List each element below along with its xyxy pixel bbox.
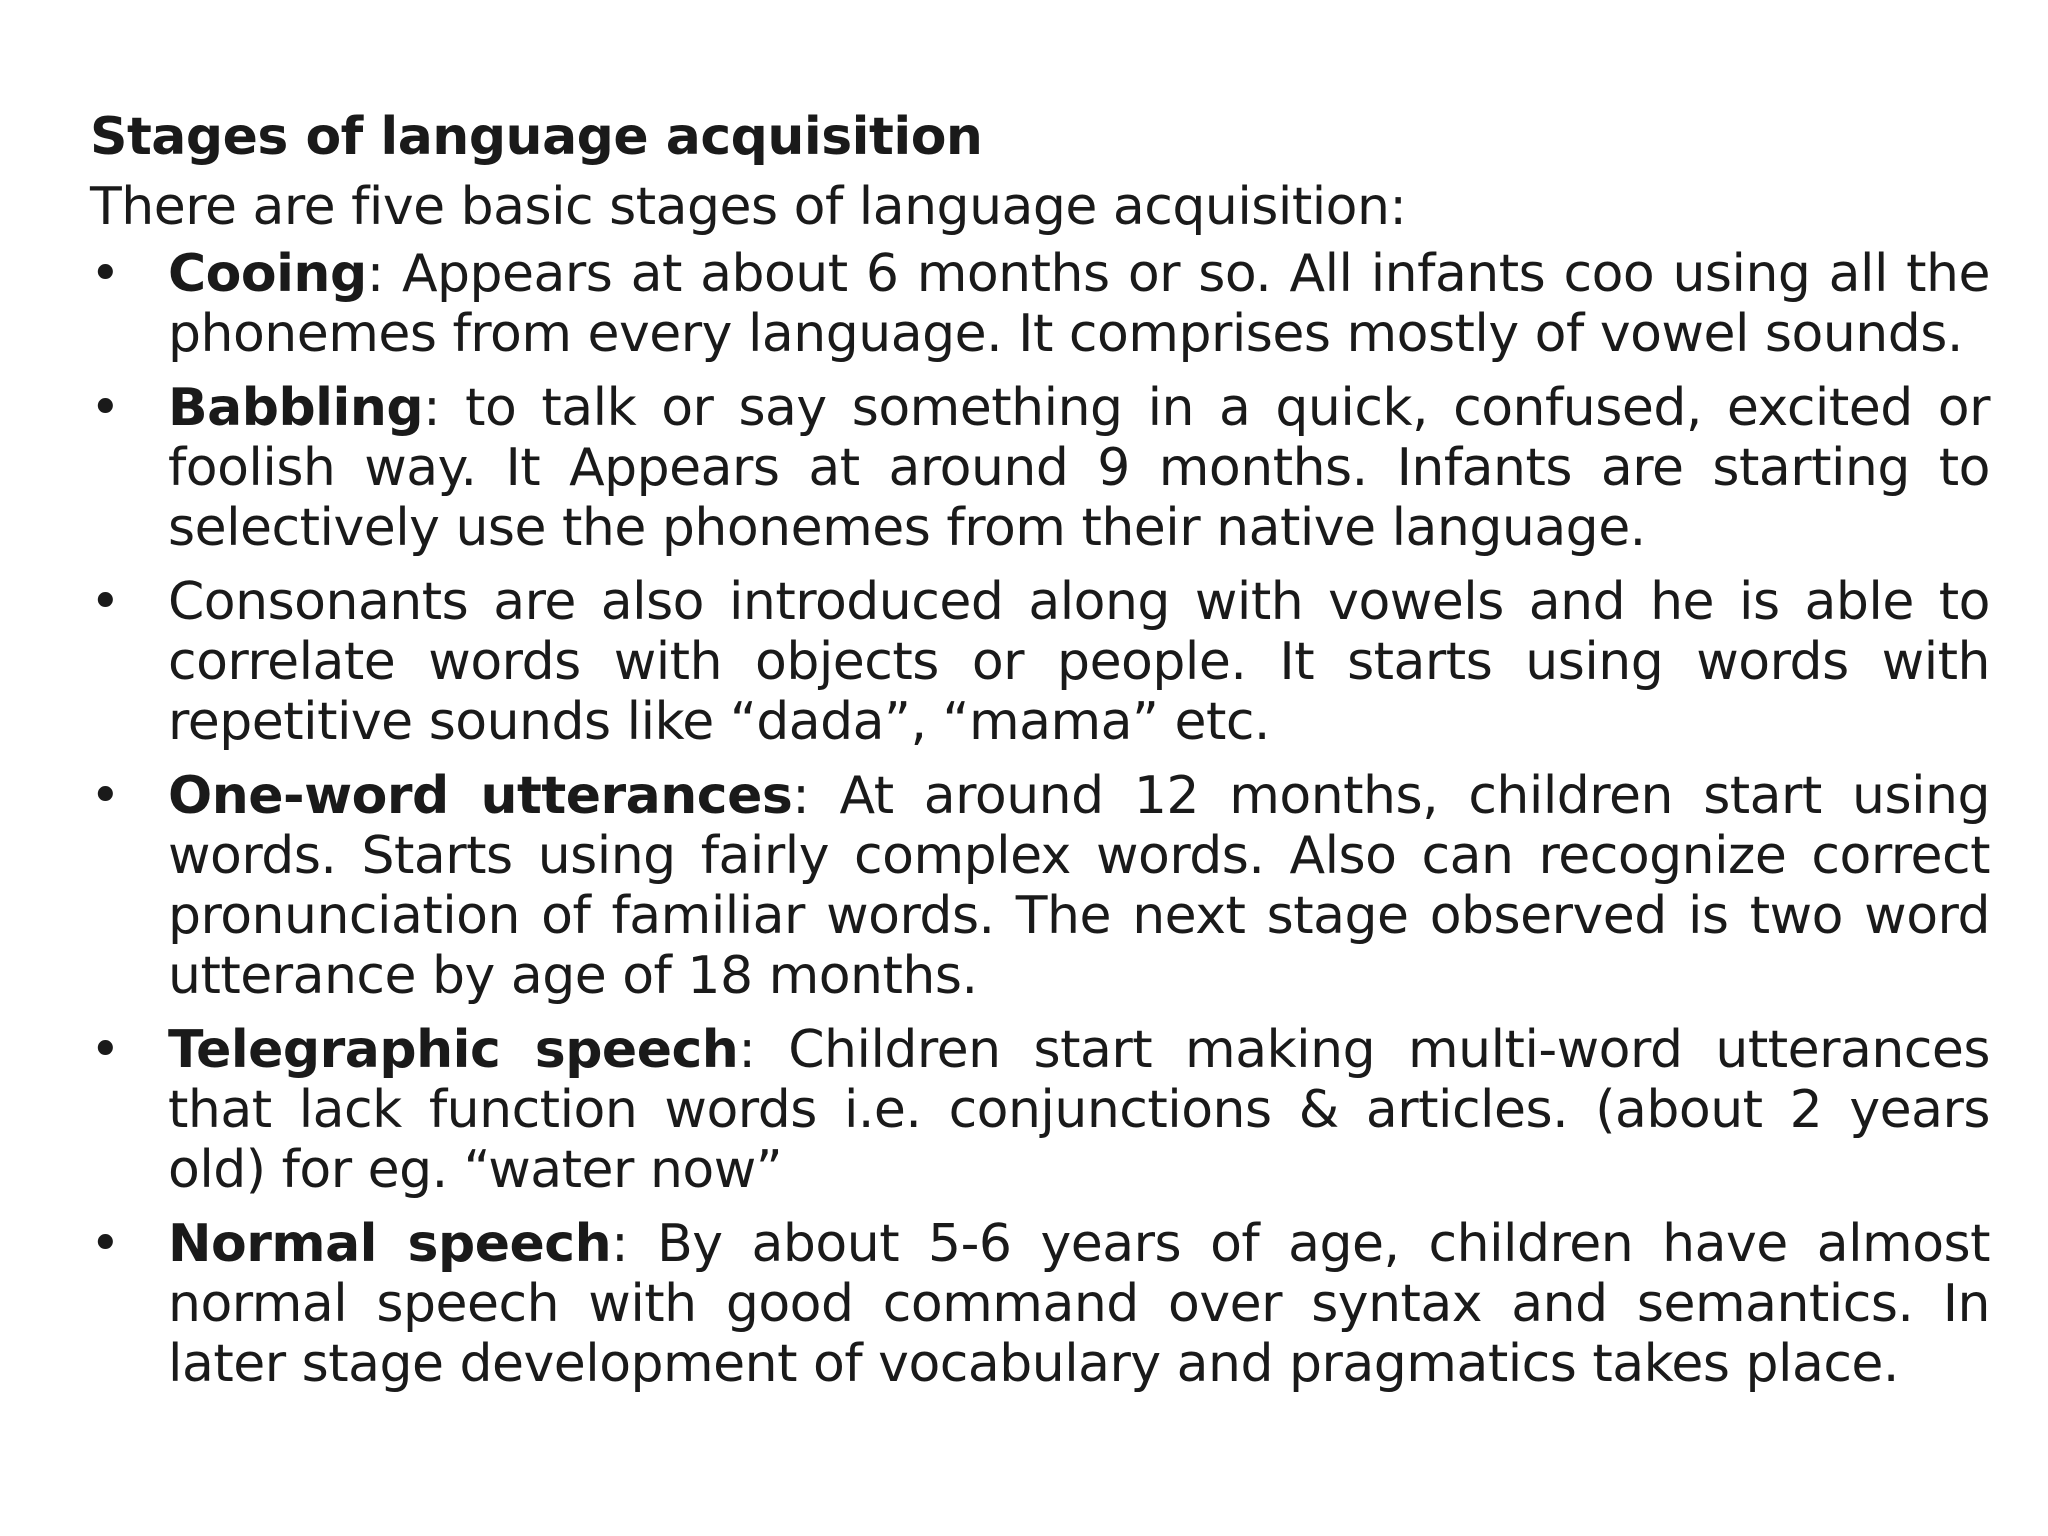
stage-description: : At around 12 months, children start using words. Starts using fairly complex words. Also can recognize correct pronunciation of familiar words. The next stage observed is two word utterance by age of 18 months. [168, 766, 1990, 1006]
slide-title: Stages of language acquisition [90, 107, 983, 167]
bullet-icon: • [90, 766, 121, 826]
stage-description: : Appears at about 6 months or so. All infants coo using all the phonemes from every language. It comprises mostly of vowel sounds. [168, 244, 1990, 364]
stage-description: : By about 5-6 years of age, children have almost normal speech with good command over syntax and semantics. In later stage development of vocabulary and pragmatics takes place. [168, 1214, 1990, 1394]
list-item [90, 572, 1990, 752]
stage-term: Normal speech [168, 1214, 612, 1274]
stage-term: Telegraphic speech [168, 1020, 739, 1080]
slide-content [90, 104, 1990, 1408]
stage-term: One-word utterances [168, 766, 793, 826]
stage-description: : to talk or say something in a quick, confused, excited or foolish way. It Appears at around 9 months. Infants are starting to selectively use the phonemes from their native language. [168, 378, 1990, 558]
bullet-icon: • [90, 378, 121, 438]
stage-description: Consonants are also introduced along with vowels and he is able to correlate words with objects or people. It starts using words with repetitive sounds like “dada”, “mama” etc. [168, 572, 1990, 752]
stage-list [90, 244, 1990, 1394]
list-item [90, 378, 1990, 558]
bullet-icon: • [90, 572, 121, 632]
stage-term: Cooing [168, 244, 367, 304]
bullet-icon: • [90, 1020, 121, 1080]
bullet-icon: • [90, 244, 121, 304]
list-item [90, 244, 1990, 364]
intro-text: There are five basic stages of language acquisition: [90, 177, 1407, 237]
stage-description: : Children start making multi-word utterances that lack function words i.e. conjunctions & articles. (about 2 years old) for eg. “water now” [168, 1020, 1990, 1200]
bullet-icon: • [90, 1214, 121, 1274]
list-item [90, 766, 1990, 1006]
list-item [90, 1214, 1990, 1394]
stage-term: Babbling [168, 378, 424, 438]
list-item [90, 1020, 1990, 1200]
